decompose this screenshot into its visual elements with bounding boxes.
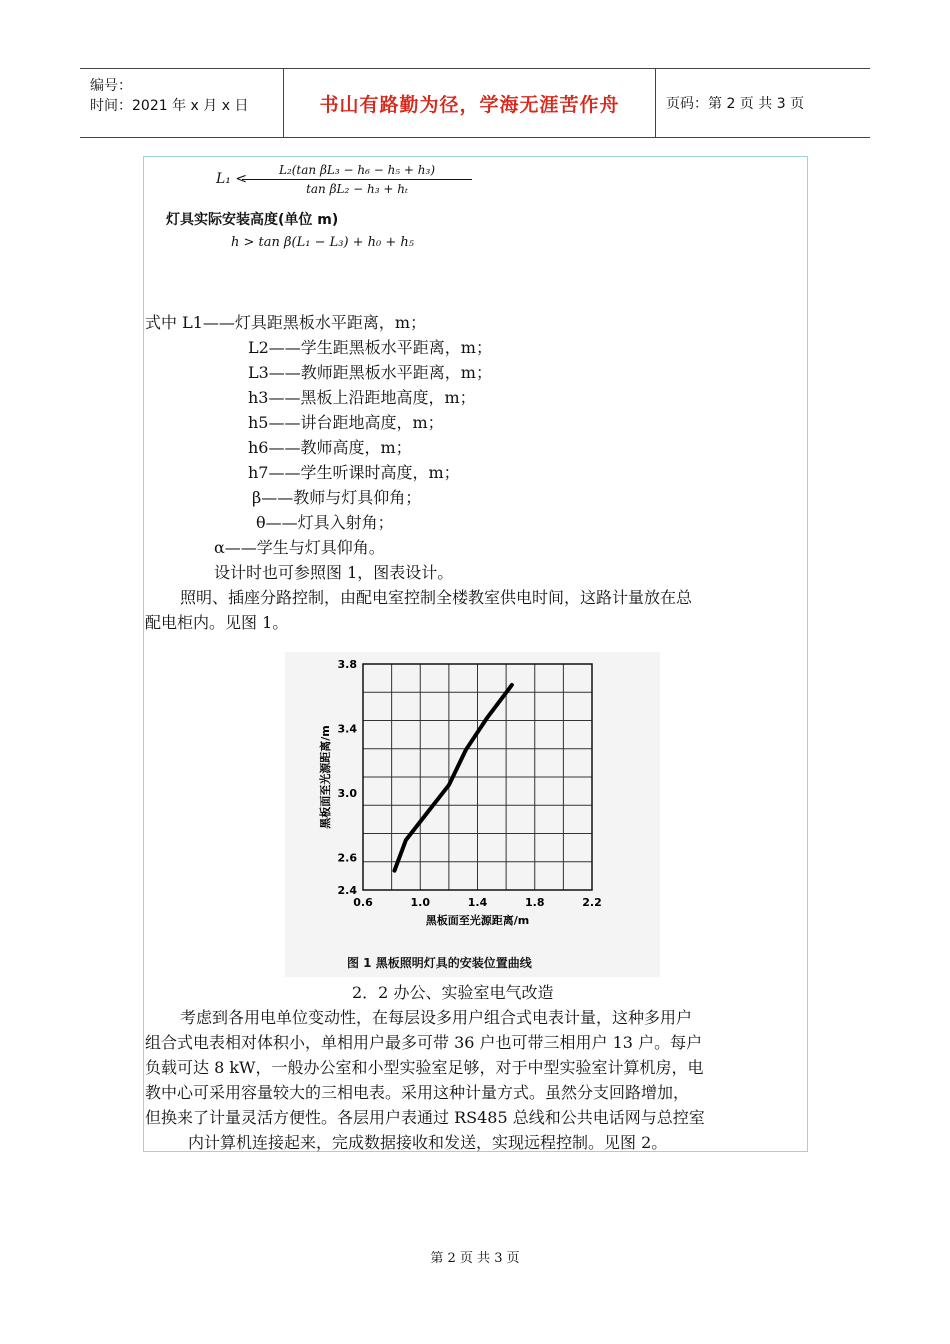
x-axis-label: 黑板面至光源距离/m xyxy=(425,914,530,927)
y-tick-label: 3.8 xyxy=(337,658,357,671)
definition-line: h6——教师高度，m； xyxy=(248,438,412,457)
section-heading: 2．2 办公、实验室电气改造 xyxy=(352,983,554,1002)
header-motto-cell xyxy=(284,69,656,137)
y-axis-label: 黑板面至光源距离/m xyxy=(319,725,332,829)
section-line: 组合式电表相对体积小，单相用户最多可带 36 户也可带三相用户 13 户。每户 xyxy=(145,1033,703,1052)
section-line: 负载可达 8 kW，一般办公室和小型实验室足够，对于中型实验室计算机房，电 xyxy=(145,1058,704,1077)
section-line: 内计算机连接起来，完成数据接收和发送，实现远程控制。见图 2。 xyxy=(188,1133,668,1152)
x-tick-label: 0.6 xyxy=(353,896,373,909)
definition-line: L3——教师距黑板水平距离，m； xyxy=(248,363,492,382)
definition-line: α——学生与灯具仰角。 xyxy=(214,538,385,557)
motto: 书山有路勤为径，学海无涯苦作舟 xyxy=(319,93,620,116)
definition-line: L2——学生距黑板水平距离，m； xyxy=(248,338,492,357)
number-label: 编号： xyxy=(90,78,132,94)
y-tick-label: 3.4 xyxy=(337,722,357,736)
section-line: 考虑到各用电单位变动性，在每层设多用户组合式电表计量，这种多用户 xyxy=(180,1008,693,1027)
paragraph: 设计时也可参照图 1，图表设计。 xyxy=(214,563,454,582)
formula-lhs: L₁ < xyxy=(216,171,248,187)
formula-height: h > tan β(L₁ − L₃) + h₀ + h₅ xyxy=(231,235,414,250)
x-tick-label: 1.4 xyxy=(467,896,488,909)
formula-numerator: L₂(tan βL₃ − h₆ − h₅ + h₃) xyxy=(242,163,472,180)
definition-line: h7——学生听课时高度，m； xyxy=(248,463,460,482)
y-tick-label: 2.4 xyxy=(337,884,357,897)
figure-caption: 图 1 黑板照明灯具的安装位置曲线 xyxy=(347,956,532,970)
formula-label: 灯具实际安装高度(单位 m) xyxy=(166,212,339,228)
time-label: 时间：2021 年 x 月 x 日 xyxy=(90,98,249,114)
figure-1 xyxy=(285,652,660,977)
definition-line: θ——灯具入射角； xyxy=(256,513,394,532)
paragraph: 照明、插座分路控制，由配电室控制全楼教室供电时间，这路计量放在总 xyxy=(180,588,693,607)
x-tick-label: 2.2 xyxy=(582,896,602,909)
series-line xyxy=(394,685,511,871)
formula-block xyxy=(146,159,508,259)
chart-svg xyxy=(285,652,660,952)
definition-line: 式中 L1——灯具距黑板水平距离，m； xyxy=(145,313,427,332)
section-line: 但换来了计量灵活方便性。各层用户表通过 RS485 总线和公共电话网与总控室 xyxy=(145,1108,705,1127)
formula-denominator: tan βL₂ − h₃ + hₜ xyxy=(306,182,408,196)
y-tick-label: 2.6 xyxy=(337,851,357,865)
section-line: 教中心可采用容量较大的三相电表。采用这种计量方式。虽然分支回路增加， xyxy=(145,1083,690,1102)
header-meta xyxy=(80,69,284,137)
definition-line: h3——黑板上沿距地高度，m； xyxy=(248,388,476,407)
y-tick-label: 3.0 xyxy=(337,787,357,801)
paragraph: 配电柜内。见图 1。 xyxy=(145,613,289,632)
definition-line: β——教师与灯具仰角； xyxy=(252,488,422,507)
page-header xyxy=(80,68,870,138)
page-label: 页码：第 2 页 共 3 页 xyxy=(666,96,805,112)
x-tick-label: 1.8 xyxy=(525,896,545,909)
header-page-cell xyxy=(656,69,880,137)
x-tick-label: 1.0 xyxy=(410,896,430,909)
page-footer: 第 2 页 共 3 页 xyxy=(430,1251,520,1266)
formula-fraction xyxy=(242,163,472,196)
definition-line: h5——讲台距地高度，m； xyxy=(248,413,444,432)
